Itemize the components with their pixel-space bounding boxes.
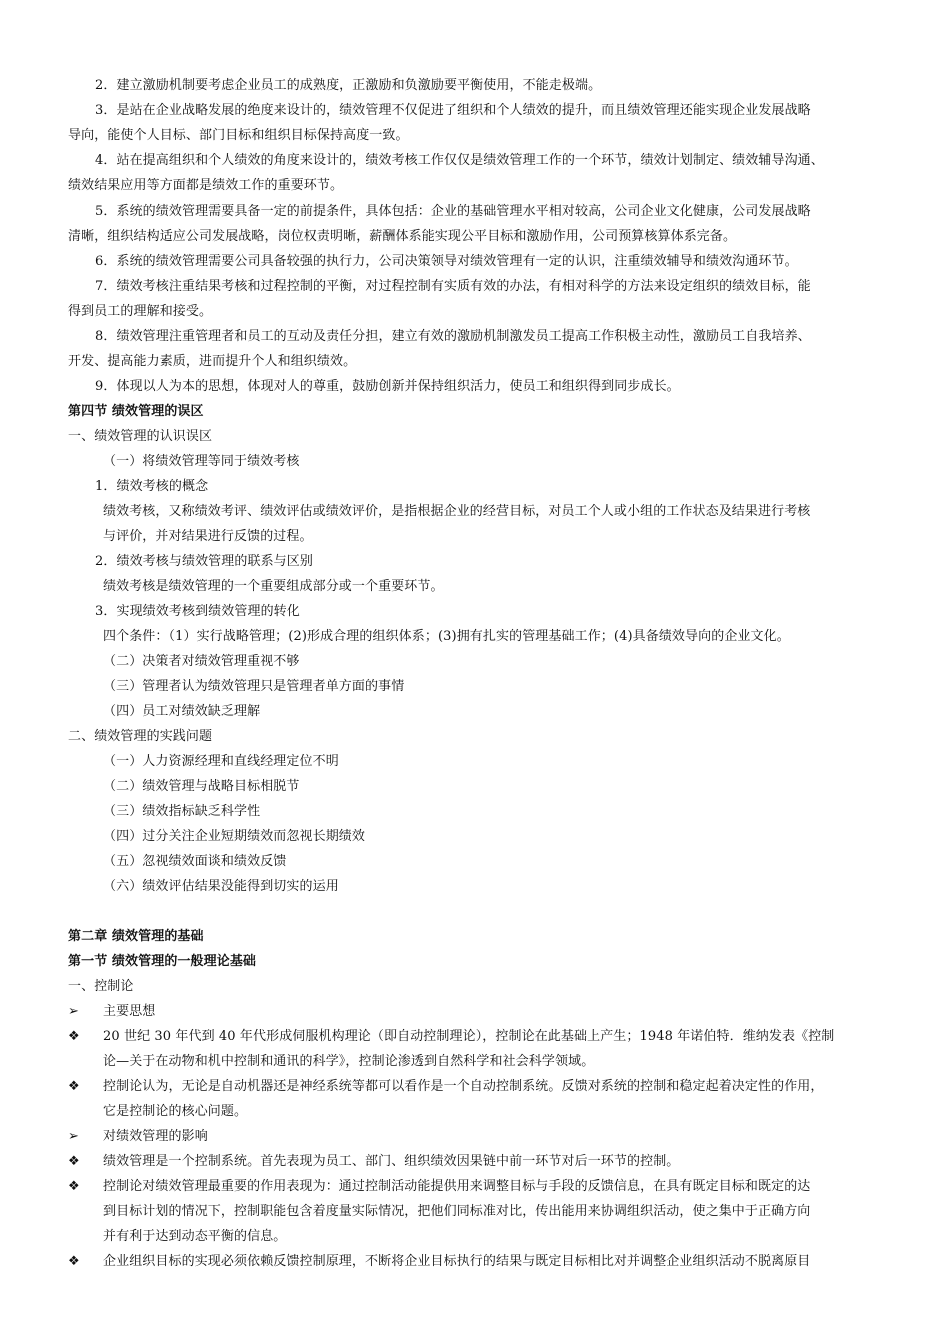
list-item: （六）绩效评估结果没能得到切实的运用 — [103, 879, 339, 894]
arrow-bullet-icon: ➢ — [68, 1129, 79, 1144]
list-item: （五）忽视绩效面谈和绩效反馈 — [103, 854, 287, 869]
paragraph-line: 绩效管理是一个控制系统。首先表现为员工、部门、组织绩效因果链中前一环节对后一环节的控制。 — [103, 1154, 680, 1169]
paragraph-line: 与评价，并对结果进行反馈的过程。 — [103, 529, 313, 544]
paragraph-line: 绩效考核是绩效管理的一个重要组成部分或一个重要环节。 — [103, 579, 444, 594]
subheading: 二、绩效管理的实践问题 — [68, 729, 213, 744]
paragraph-line: 控制论认为，无论是自动机器还是神经系统等都可以看作是一个自动控制系统。反馈对系统的控制和稳定起着决定性的作用， — [103, 1079, 824, 1094]
diamond-bullet-icon: ❖ — [68, 1079, 80, 1094]
diamond-bullet-icon: ❖ — [68, 1154, 80, 1169]
list-item: 3．实现绩效考核到绩效管理的转化 — [95, 604, 300, 619]
list-item: 2．绩效考核与绩效管理的联系与区别 — [95, 554, 313, 569]
paragraph-line: 3．是站在企业战略发展的绝度来设计的，绩效管理不仅促进了组织和个人绩效的提升，而且绩效管理还能实现企业发展战略 — [95, 103, 811, 118]
paragraph-line: 企业组织目标的实现必须依赖反馈控制原理，不断将企业目标执行的结果与既定目标相比对并调整企业组织活动不脱离原目 — [103, 1254, 811, 1269]
list-item: 1．绩效考核的概念 — [95, 479, 209, 494]
list-item: （四）员工对绩效缺乏理解 — [103, 704, 261, 719]
list-item: （一）人力资源经理和直线经理定位不明 — [103, 754, 339, 769]
paragraph-line: 导向，能使个人目标、部门目标和组织目标保持高度一致。 — [68, 128, 409, 143]
paragraph-line: 它是控制论的核心问题。 — [103, 1104, 248, 1119]
arrow-bullet-icon: ➢ — [68, 1004, 79, 1019]
paragraph-line: 5．系统的绩效管理需要具备一定的前提条件，具体包括：企业的基础管理水平相对较高，公司企业文化健康，公司发展战略 — [95, 204, 811, 219]
list-item: （一）将绩效管理等同于绩效考核 — [103, 454, 300, 469]
paragraph-line: 9．体现以人为本的思想，体现对人的尊重，鼓励创新并保持组织活力，使员工和组织得到同步成长。 — [95, 379, 680, 394]
paragraph-line: 到目标计划的情况下，控制职能包含着度量实际情况，把他们同标准对比，传出能用来协调组织活动，使之集中于正确方向 — [103, 1204, 811, 1219]
section-heading: 第一节 绩效管理的一般理论基础 — [68, 954, 257, 969]
diamond-bullet-icon: ❖ — [68, 1254, 80, 1269]
paragraph-line: 得到员工的理解和接受。 — [68, 304, 213, 319]
paragraph-line: 四个条件：（1）实行战略管理；(2)形成合理的组织体系；(3)拥有扎实的管理基础工作；(4)具备绩效导向的企业文化。 — [103, 629, 790, 644]
list-item: （二）绩效管理与战略目标相脱节 — [103, 779, 300, 794]
paragraph-line: 7．绩效考核注重结果考核和过程控制的平衡，对过程控制有实质有效的办法，有相对科学的方法来设定组织的绩效目标，能 — [95, 279, 811, 294]
chapter-heading: 第二章 绩效管理的基础 — [68, 929, 204, 944]
paragraph-line: 开发、提高能力素质，进而提升个人和组织绩效。 — [68, 354, 357, 369]
subheading: 一、控制论 — [68, 979, 134, 994]
paragraph-line: 8．绩效管理注重管理者和员工的互动及责任分担，建立有效的激励机制激发员工提高工作积极主动性，激励员工自我培养、 — [95, 329, 811, 344]
diamond-bullet-icon: ❖ — [68, 1179, 80, 1194]
diamond-bullet-icon: ❖ — [68, 1029, 80, 1044]
list-item: 主要思想 — [103, 1004, 156, 1019]
paragraph-line: 6．系统的绩效管理需要公司具备较强的执行力，公司决策领导对绩效管理有一定的认识，注重绩效辅导和绩效沟通环节。 — [95, 254, 798, 269]
paragraph-line: 4．站在提高组织和个人绩效的角度来设计的，绩效考核工作仅仅是绩效管理工作的一个环节，绩效计划制定、绩效辅导沟通、 — [95, 153, 824, 168]
paragraph-line: 控制论对绩效管理最重要的作用表现为：通过控制活动能提供用来调整目标与手段的反馈信息，在具有既定目标和既定的达 — [103, 1179, 811, 1194]
paragraph-line: 并有利于达到动态平衡的信息。 — [103, 1229, 287, 1244]
list-item: （三）绩效指标缺乏科学性 — [103, 804, 261, 819]
paragraph-line: 2．建立激励机制要考虑企业员工的成熟度，正激励和负激励要平衡使用，不能走极端。 — [95, 78, 602, 93]
paragraph-line: 绩效结果应用等方面都是绩效工作的重要环节。 — [68, 178, 344, 193]
list-item: 对绩效管理的影响 — [103, 1129, 208, 1144]
paragraph-line: 论—关于在动物和机中控制和通讯的科学》，控制论渗透到自然科学和社会科学领域。 — [103, 1054, 595, 1069]
paragraph-line: 20 世纪 30 年代到 40 年代形成伺服机构理论（即自动控制理论），控制论在此基础上产生；1948 年诺伯特．维纳发表《控制 — [103, 1029, 835, 1044]
list-item: （二）决策者对绩效管理重视不够 — [103, 654, 300, 669]
paragraph-line: 清晰，组织结构适应公司发展战略，岗位权责明晰，薪酬体系能实现公平目标和激励作用，公司预算核算体系完备。 — [68, 229, 737, 244]
paragraph-line: 绩效考核，又称绩效考评、绩效评估或绩效评价，是指根据企业的经营目标，对员工个人或小组的工作状态及结果进行考核 — [103, 504, 811, 519]
section-heading: 第四节 绩效管理的误区 — [68, 404, 204, 419]
list-item: （四）过分关注企业短期绩效而忽视长期绩效 — [103, 829, 366, 844]
list-item: （三）管理者认为绩效管理只是管理者单方面的事情 — [103, 679, 405, 694]
subheading: 一、绩效管理的认识误区 — [68, 429, 213, 444]
